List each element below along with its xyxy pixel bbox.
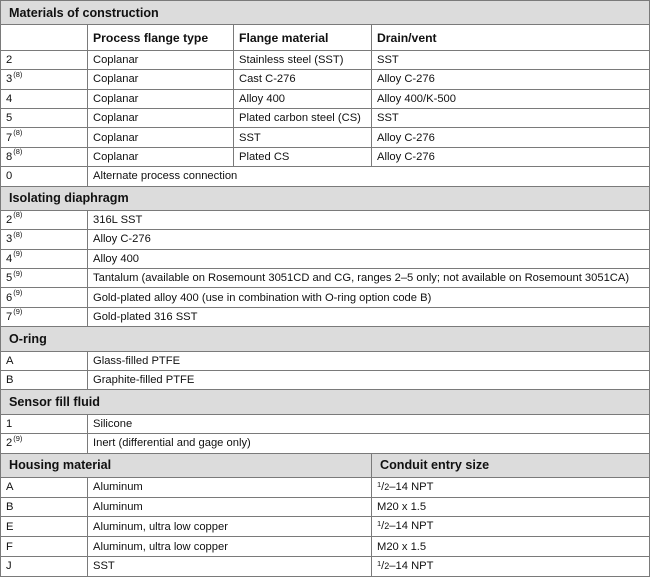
option-code: 4 [6,252,13,265]
fraction-denominator: 2 [384,521,390,532]
drain-vent-cell [372,128,650,147]
drain-vent-cell-text: Alloy C-276 [377,73,435,86]
conduit-size-cell [372,497,650,516]
flange-type-cell-text: Coplanar [93,112,139,125]
drain-vent-cell-text: Alloy 400/K-500 [377,92,456,105]
section-header-materials [1,1,650,25]
drain-vent-cell-text: Alloy C-276 [377,131,435,144]
section-title-text: Isolating diaphragm [9,191,129,206]
column-header: Drain/vent [372,25,650,50]
flange-material-cell [234,89,372,108]
description-cell-text: Gold-plated alloy 400 (use in combination with O-ring option code B) [93,291,432,304]
table-row [1,249,650,268]
table-row [1,147,650,166]
description-cell [88,210,650,229]
housing-material-cell-text: SST [93,560,115,573]
table-row [1,517,650,537]
section-title-text: O-ring [9,331,47,346]
option-code: B [6,374,14,387]
flange-type-cell [88,108,234,127]
flange-type-cell [88,70,234,89]
option-code: B [6,501,14,514]
code-cell [1,477,88,497]
table-row [1,70,650,89]
option-code: F [6,540,13,553]
option-code: 1 [6,418,13,430]
table-row [1,477,650,497]
option-code: 5 [6,112,13,125]
housing-material-cell [88,517,372,537]
footnote-ref: (9) [13,249,23,259]
table-row [1,269,650,288]
footnote-ref: (8) [13,147,23,157]
fraction-denominator: 2 [384,481,390,492]
section-title [1,453,372,477]
description-cell-text: Glass-filled PTFE [93,354,181,367]
housing-material-cell-text: Aluminum [93,501,143,514]
code-cell [1,89,88,108]
drain-vent-cell-text: SST [377,53,399,66]
description-cell-text: Alloy 400 [93,252,140,265]
conduit-thread: –14 NPT [389,480,434,493]
section-title [1,186,650,210]
option-code: A [6,354,14,367]
description-cell-text: Alternate process connection [93,170,238,183]
section-title: Materials of construction [1,1,650,25]
code-cell [1,537,88,556]
housing-material-cell [88,497,372,516]
housing-material-cell [88,556,372,576]
housing-material-cell-text: Aluminum, ultra low copper [93,520,228,533]
code-cell [1,230,88,249]
description-cell [88,351,650,370]
code-cell [1,50,88,69]
description-cell [88,167,650,186]
option-code: 7 [6,131,13,144]
code-cell [1,288,88,307]
fraction-numerator: 1 [377,558,382,568]
column-header-row [1,25,650,50]
drain-vent-cell [372,70,650,89]
housing-material-cell [88,477,372,497]
flange-material-cell [234,128,372,147]
conduit-thread: –14 NPT [389,559,434,572]
option-code: 4 [6,92,13,105]
description-cell [88,414,650,433]
option-code: 2 [6,53,13,66]
section-header-oring [1,327,650,351]
footnote-ref: (8) [13,229,23,239]
option-code: 2 [6,214,13,227]
table-row [1,210,650,229]
code-cell [1,517,88,537]
conduit-size-cell: $^1$/2–14 NPT [372,517,650,537]
fraction-numerator: 1 [377,479,382,489]
description-cell-text: Silicone [93,418,133,430]
housing-material-cell-text: Aluminum, ultra low copper [93,540,228,553]
table-row [1,537,650,556]
option-code: 8 [6,150,13,163]
footnote-ref: (9) [13,268,23,278]
table-row [1,230,650,249]
conduit-size-cell: $^1$/2–14 NPT [372,477,650,497]
flange-material-cell-text: Alloy 400 [239,92,286,105]
flange-type-cell-text: Coplanar [93,150,139,163]
option-code: 6 [6,291,13,304]
code-cell [1,307,88,326]
option-code: 3 [6,73,13,86]
description-cell [88,230,650,249]
flange-material-cell [234,50,372,69]
flange-type-cell-text: Coplanar [93,73,139,86]
code-cell [1,147,88,166]
code-cell [1,351,88,370]
section-header-housing [1,453,650,477]
flange-type-cell-text: Coplanar [93,131,139,144]
table-row [1,288,650,307]
table-row [1,108,650,127]
column-header: Process flange type [88,25,234,50]
description-cell [88,249,650,268]
footnote-ref: (9) [13,307,23,317]
flange-type-cell-text: Coplanar [93,92,139,105]
option-code: 3 [6,233,13,246]
housing-material-cell [88,537,372,556]
drain-vent-cell [372,108,650,127]
footnote-ref: (9) [13,433,23,443]
flange-type-cell [88,89,234,108]
option-code: E [6,520,14,533]
flange-material-cell-text: Stainless steel (SST) [239,53,344,66]
table-row [1,307,650,326]
drain-vent-cell [372,50,650,69]
housing-material-cell-text: Aluminum [93,481,143,494]
flange-type-cell [88,50,234,69]
description-cell-text: 316L SST [93,214,143,227]
conduit-size-cell: $^1$/2–14 NPT [372,556,650,576]
footnote-ref: (8) [13,127,23,137]
code-cell [1,108,88,127]
table-row [1,128,650,147]
description-cell-text: Gold-plated 316 SST [93,311,198,324]
conduit-thread: M20 x 1.5 [377,540,427,553]
code-cell [1,497,88,516]
code-cell [1,414,88,433]
code-cell [1,269,88,288]
description-cell [88,371,650,390]
table-row [1,351,650,370]
flange-type-cell [88,147,234,166]
table-row [1,89,650,108]
option-code: 0 [6,170,13,183]
option-code: J [6,560,12,573]
table-row [1,556,650,576]
conduit-thread: M20 x 1.5 [377,501,427,514]
description-cell-text: Graphite-filled PTFE [93,374,195,387]
section-header-fill-fluid [1,390,650,414]
fraction-denominator: 2 [384,560,390,571]
table-row [1,167,650,186]
flange-material-cell [234,147,372,166]
section-header-diaphragm [1,186,650,210]
code-cell [1,556,88,576]
description-cell [88,269,650,288]
description-cell-text: Tantalum (available on Rosemount 3051CD and CG, ranges 2–5 only; not available on Rosemount 3051CA) [93,272,630,285]
drain-vent-cell-text: SST [377,112,399,125]
table-row [1,434,650,453]
conduit-thread: –14 NPT [389,520,434,533]
code-cell [1,249,88,268]
section-title [1,327,650,351]
code-cell [1,167,88,186]
table-row [1,497,650,516]
description-cell [88,434,650,453]
flange-material-cell-text: Cast C-276 [239,73,296,86]
flange-type-cell [88,128,234,147]
footnote-ref: (8) [13,69,23,79]
table-body [1,1,650,577]
code-cell [1,210,88,229]
code-cell [1,70,88,89]
drain-vent-cell [372,147,650,166]
table-row [1,371,650,390]
code-cell [1,128,88,147]
option-code: 7 [6,311,13,324]
description-cell [88,307,650,326]
section-title [372,453,650,477]
option-code: 5 [6,272,13,285]
section-title-text: Housing material [9,458,112,473]
footnote-ref: (8) [13,210,23,220]
fraction-numerator: 1 [377,519,382,529]
table-row [1,50,650,69]
option-code: 2 [6,437,13,450]
section-title-text: Sensor fill fluid [9,395,100,410]
section-title [1,390,650,414]
column-header: Flange material [234,25,372,50]
flange-material-cell [234,70,372,89]
drain-vent-cell [372,89,650,108]
drain-vent-cell-text: Alloy C-276 [377,150,435,163]
description-cell [88,288,650,307]
flange-type-cell-text: Coplanar [93,53,139,66]
description-cell-text: Alloy C-276 [93,233,151,246]
code-cell [1,434,88,453]
section-title-text: Conduit entry size [380,458,490,473]
flange-material-cell-text: Plated carbon steel (CS) [239,112,361,125]
option-code: A [6,481,14,494]
table-row [1,414,650,433]
code-cell [1,371,88,390]
description-cell-text: Inert (differential and gage only) [93,437,251,450]
footnote-ref: (9) [13,287,23,297]
conduit-size-cell [372,537,650,556]
flange-material-cell [234,108,372,127]
empty-header-cell [1,25,88,50]
flange-material-cell-text: Plated CS [239,150,290,163]
flange-material-cell-text: SST [239,131,261,144]
